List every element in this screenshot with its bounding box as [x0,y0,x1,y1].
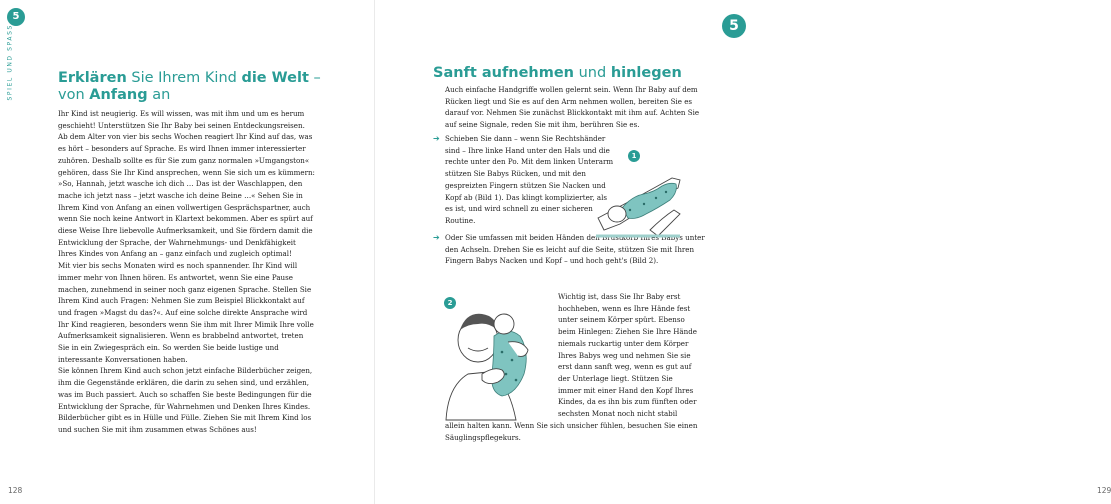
body-text: Wichtig ist, dass Sie Ihr Baby erst hochheben, wenn es Ihre Hände fest unter seinem Körper spürt. Ebenso beim Hinlegen: Ziehen Sie Ihre Hände niemals ruckartig unter dem Körper Ihres Babys weg und nehmen Sie sie erst dann sanft weg, wenn es gut auf der Unterlage liegt. Stützen Sie immer mit einer Hand den Kopf Ihres Kindes, da es ihn bis zum fünften oder sechsten Monat noch nicht stabil [558,292,697,419]
title-part: und [574,65,611,81]
body-text: allein halten kann. Wenn Sie sich unsicher fühlen, besuchen Sie einen Säuglingspflegekurs. [445,421,698,442]
paragraph: Sie können Ihrem Kind auch schon jetzt einfache Bilderbücher zeigen, ihm die Gegenstände erklären, die darin zu sehen sind, und erzählen, was im Buch passiert. Auch so schaffen Sie beste Bedingungen für die Entwicklung der Sprache, für Wahrnehmen und Denken Ihres Kindes. Bilderbücher gibt es in Hülle und Fülle. Ziehen Sie mit Ihrem Kind los und suchen Sie mit ihm zusammen etwas Schönes aus! [58,366,313,434]
title-part: die Welt [241,70,309,86]
paragraph: Ihr Kind ist neugierig. Es will wissen, was mit ihm und um es herum geschieht! Unterstützen Sie Ihr Baby bei seinen Entdeckungsreisen. Ab dem Alter von vier bis sechs Wochen reagiert Ihr Kind auf das, was es hört – besonders auf Sprache. Es wird Ihnen immer interessierter zuhören. Deshalb sollte es für Sie zum ganz normalen »Umgangston« gehören, dass Sie Ihr Kind ansprechen, wenn Sie sich um es kümmern: »So, Hannah, jetzt wasche ich dich … Das ist der Waschlappen, den mache ich jetzt nass – jetzt wasche ich deine Beine …« Sehen Sie in Ihrem Kind von Anfang an einen vollwertigen Gesprächspartner, auch wenn Sie noch keine Antwort in Klartext bekommen. Aber es spürt auf diese Weise Ihre liebevolle Aufmerksamkeit, und Sie fördern damit die Entwicklung der Sprache, der Wahrnehmungs- und Denkfähigkeit Ihres Kindes von Anfang an – ganz einfach und zugleich optimal! [58,109,315,259]
chapter-badge: 5 [7,8,25,26]
title-part: an [147,87,171,103]
chapter-badge: 5 [722,14,746,38]
left-page [0,0,375,504]
title-part: – [308,70,321,86]
title-part: Anfang [89,87,148,103]
page-number: 128 [8,486,23,495]
illustration-baby-lift [592,148,684,242]
title-part: von [58,87,90,103]
illustration-parent-holding-baby [438,296,542,420]
arrow-right-icon: ➔ [433,233,440,242]
title-part: Sanft aufnehmen [433,65,574,81]
page-title [433,65,733,82]
image-label: 1 [628,150,640,162]
running-head-text: SPIEL UND SPASS [6,24,14,101]
image-label: 2 [444,297,456,309]
right-page [375,0,1111,504]
arrow-right-icon: ➔ [433,134,440,143]
page-title [58,70,338,104]
title-part: hinlegen [610,65,682,81]
intro-text: Auch einfache Handgriffe wollen gelernt sein. Wenn Ihr Baby auf dem Rücken liegt und Sie es auf den Arm nehmen wollen, bereiten Sie es darauf vor. Nehmen Sie zunächst Blickkontakt mit ihm auf. Achten Sie auf seine Signale, reden Sie mit ihm, berühren Sie es. [445,85,700,130]
list-item-text: Schieben Sie dann – wenn Sie Rechtshänder sind – Ihre linke Hand unter den Hals und die rechte unter den Po. Mit dem linken Unterarm stützen Sie Babys Rücken, und mit den gespreizten Fingern stützen Sie Nacken und Kopf ab (Bild 1). Das klingt komplizierter, als es ist, und wird schnell zu einer sicheren Routine. [445,134,614,225]
list-item-text: Oder Sie umfassen mit beiden Händen den Brustkorb Ihres Babys unter den Achseln. Drehen Sie es leicht auf die Seite, stützen Sie mit Ihren Fingern Babys Nacken und Kopf – und hoch geht's (Bild 2). [445,233,705,266]
running-head [3,24,17,104]
page-number: 129 [1097,486,1111,495]
title-part: Erklären [58,70,127,86]
body-text [58,108,316,436]
title-part: Sie Ihrem Kind [126,70,242,86]
list-item [433,133,615,227]
paragraph: Mit vier bis sechs Monaten wird es noch spannender. Ihr Kind will immer mehr von Ihnen hören. Es antwortet, wenn Sie eine Pause machen, zunehmend in seiner noch ganz eigenen Sprache. Stellen Sie Ihrem Kind auch Fragen: Nehmen Sie zum Beispiel Blickkontakt auf und fragen »Magst du das?«. Auf eine solche direkte Ansprache wird Ihr Kind reagieren, besonders wenn Sie ihm mit Ihrer Mimik Ihre volle Aufmerksamkeit signalisieren. Wenn es brabbelnd antwortet, treten Sie in ein Zwiegespräch ein. So werden Sie beide lustige und interessante Konversationen haben. [58,261,314,364]
